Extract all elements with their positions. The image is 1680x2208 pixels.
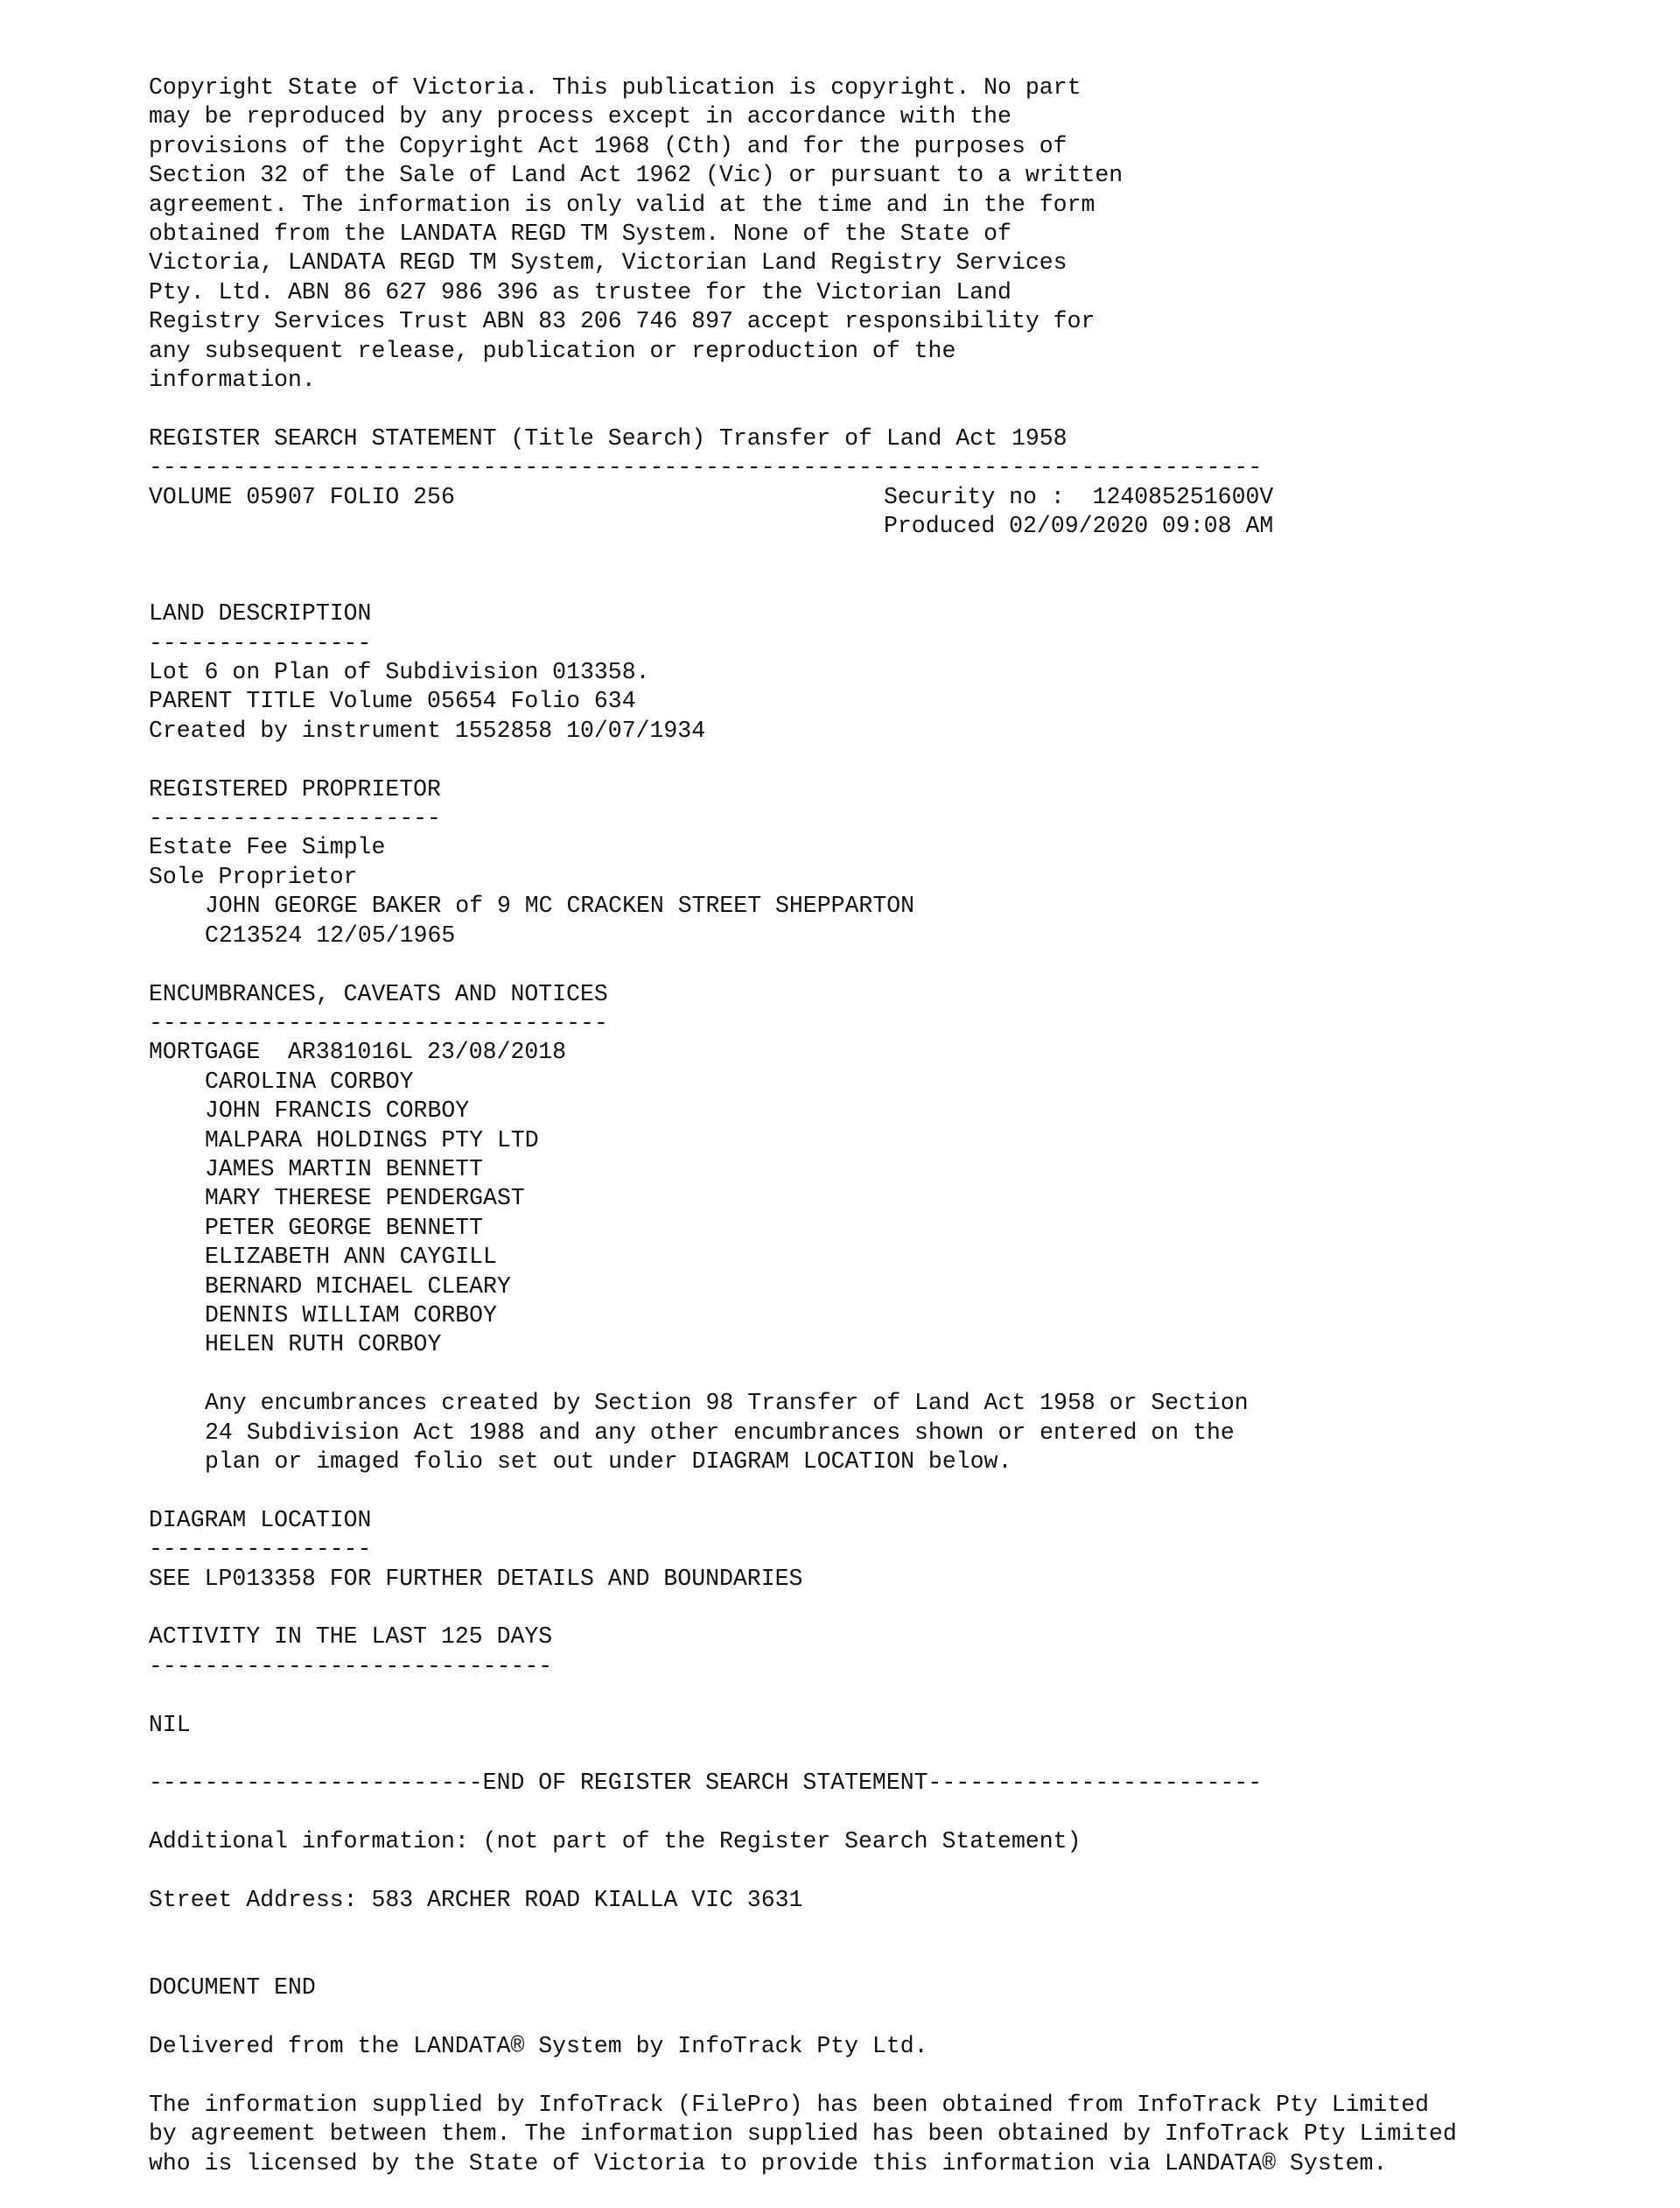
spacer (149, 2003, 1619, 2032)
copyright-line: any subsequent release, publication or reproduction of the (149, 337, 956, 364)
activity-text: NIL (149, 1711, 191, 1738)
disclaimer-line: The information supplied by InfoTrack (FilePro) has been obtained from InfoTrack Pty Limited (149, 2091, 1430, 2118)
produced-row (149, 512, 1619, 541)
document-end-label: DOCUMENT END (149, 1974, 316, 2001)
spacer (149, 1857, 1619, 1886)
infotrack-disclaimer (149, 2091, 1619, 2178)
copyright-line: Registry Services Trust ABN 83 206 746 897 accept responsibility for (149, 308, 1096, 335)
diagram-location-section (149, 1506, 1619, 1594)
land-description-heading: LAND DESCRIPTION (149, 600, 372, 627)
heading-underline: ---------------- (149, 1536, 372, 1563)
heading-underline: --------------------------------- (149, 1009, 608, 1036)
mortgagee: JAMES MARTIN BENNETT (205, 1155, 484, 1182)
mortgagee: HELEN RUTH CORBOY (205, 1331, 442, 1358)
heading-underline: ---------------- (149, 629, 372, 656)
heading-underline: ----------------------------- (149, 1652, 553, 1679)
copyright-notice (149, 74, 1619, 395)
encumbrances-section (149, 980, 1619, 1477)
encumbrance-note-line: plan or imaged folio set out under DIAGRAM LOCATION below. (205, 1447, 1012, 1475)
mortgagee: MALPARA HOLDINGS PTY LTD (205, 1126, 539, 1153)
mortgagee: PETER GEORGE BENNETT (205, 1214, 484, 1241)
registered-proprietor-section (149, 775, 1619, 950)
proprietor-instrument: C213524 12/05/1965 (205, 922, 456, 949)
land-description-line: Created by instrument 1552858 10/07/1934 (149, 717, 706, 744)
additional-information-section (149, 1827, 1619, 1915)
copyright-line: Copyright State of Victoria. This publication is copyright. No part (149, 74, 1082, 101)
mortgagee: ELIZABETH ANN CAYGILL (205, 1244, 497, 1271)
diagram-location-heading: DIAGRAM LOCATION (149, 1506, 372, 1533)
mortgagee: CAROLINA CORBOY (205, 1068, 414, 1095)
registered-proprietor-heading: REGISTERED PROPRIETOR (149, 775, 441, 803)
disclaimer-line: by agreement between them. The information supplied has been obtained by InfoTrack Pty Limited (149, 2120, 1457, 2148)
copyright-line: agreement. The information is only valid at the time and in the form (149, 191, 1096, 218)
copyright-line: obtained from the LANDATA REGD TM System. None of the State of (149, 221, 1012, 248)
spacer (149, 1798, 1619, 1827)
spacer (149, 541, 1619, 570)
spacer (149, 1740, 1619, 1769)
proprietor-name: JOHN GEORGE BAKER of 9 MC CRACKEN STREET SHEPPARTON (205, 893, 915, 920)
activity-heading: ACTIVITY IN THE LAST 125 DAYS (149, 1623, 553, 1651)
spacer (149, 1594, 1619, 1623)
street-address: Street Address: 583 ARCHER ROAD KIALLA VIC 3631 (149, 1886, 803, 1913)
spacer (149, 1681, 1619, 1710)
land-description-section (149, 599, 1619, 746)
copyright-line: Victoria, LANDATA REGD TM System, Victorian Land Registry Services (149, 249, 1068, 277)
volume-security-row (149, 483, 1619, 512)
statement-title: REGISTER SEARCH STATEMENT (Title Search) Transfer of Land Act 1958 (149, 424, 1068, 452)
security-number: Security no : 124085251600V (884, 483, 1274, 510)
land-description-line: PARENT TITLE Volume 05654 Folio 634 (149, 688, 636, 715)
proprietor-type: Sole Proprietor (149, 863, 358, 890)
mortgage-entry: MORTGAGE AR381016L 23/08/2018 (149, 1039, 567, 1066)
delivered-by-line: Delivered from the LANDATA® System by InfoTrack Pty Ltd. (149, 2032, 928, 2059)
mortgagee: DENNIS WILLIAM CORBOY (205, 1301, 497, 1328)
spacer (149, 2061, 1619, 2090)
copyright-line: Pty. Ltd. ABN 86 627 986 396 as trustee for the Victorian Land (149, 278, 1012, 305)
encumbrance-note-line: 24 Subdivision Act 1988 and any other encumbrances shown or entered on the (205, 1419, 1235, 1446)
encumbrances-heading: ENCUMBRANCES, CAVEATS AND NOTICES (149, 980, 608, 1007)
copyright-line: provisions of the Copyright Act 1968 (Cth) and for the purposes of (149, 132, 1068, 159)
estate-type: Estate Fee Simple (149, 834, 386, 861)
additional-information-heading: Additional information: (not part of the Register Search Statement) (149, 1828, 1082, 1855)
spacer (149, 395, 1619, 424)
spacer (149, 571, 1619, 599)
encumbrance-note-line: Any encumbrances created by Section 98 Transfer of Land Act 1958 or Section (205, 1390, 1249, 1417)
spacer (149, 1476, 1619, 1505)
statement-header (149, 424, 1619, 542)
heading-underline: --------------------- (149, 805, 441, 832)
volume-folio: VOLUME 05907 FOLIO 256 (149, 483, 455, 510)
spacer (149, 1915, 1619, 1944)
copyright-line: may be reproduced by any process except in accordance with the (149, 103, 1012, 130)
produced-date: Produced 02/09/2020 09:08 AM (884, 513, 1274, 540)
diagram-location-text: SEE LP013358 FOR FURTHER DETAILS AND BOUNDARIES (149, 1565, 803, 1592)
spacer (149, 1360, 1619, 1389)
copyright-line: information. (149, 367, 316, 394)
mortgagee: JOHN FRANCIS CORBOY (205, 1097, 470, 1125)
spacer (149, 1945, 1619, 1973)
divider: -------------------------------------------------------------------------------- (149, 454, 1263, 481)
title-search-document (149, 74, 1619, 2178)
copyright-line: Section 32 of the Sale of Land Act 1962 (Vic) or pursuant to a written (149, 162, 1124, 189)
end-of-statement-divider: ------------------------END OF REGISTER SEARCH STATEMENT------------------------ (149, 1770, 1263, 1797)
land-description-line: Lot 6 on Plan of Subdivision 013358. (149, 659, 650, 686)
activity-section (149, 1623, 1619, 1740)
spacer (149, 950, 1619, 979)
mortgagee: MARY THERESE PENDERGAST (205, 1185, 525, 1212)
mortgagee: BERNARD MICHAEL CLEARY (205, 1272, 511, 1300)
disclaimer-line: who is licensed by the State of Victoria to provide this information via LANDATA® System. (149, 2149, 1388, 2176)
spacer (149, 746, 1619, 775)
